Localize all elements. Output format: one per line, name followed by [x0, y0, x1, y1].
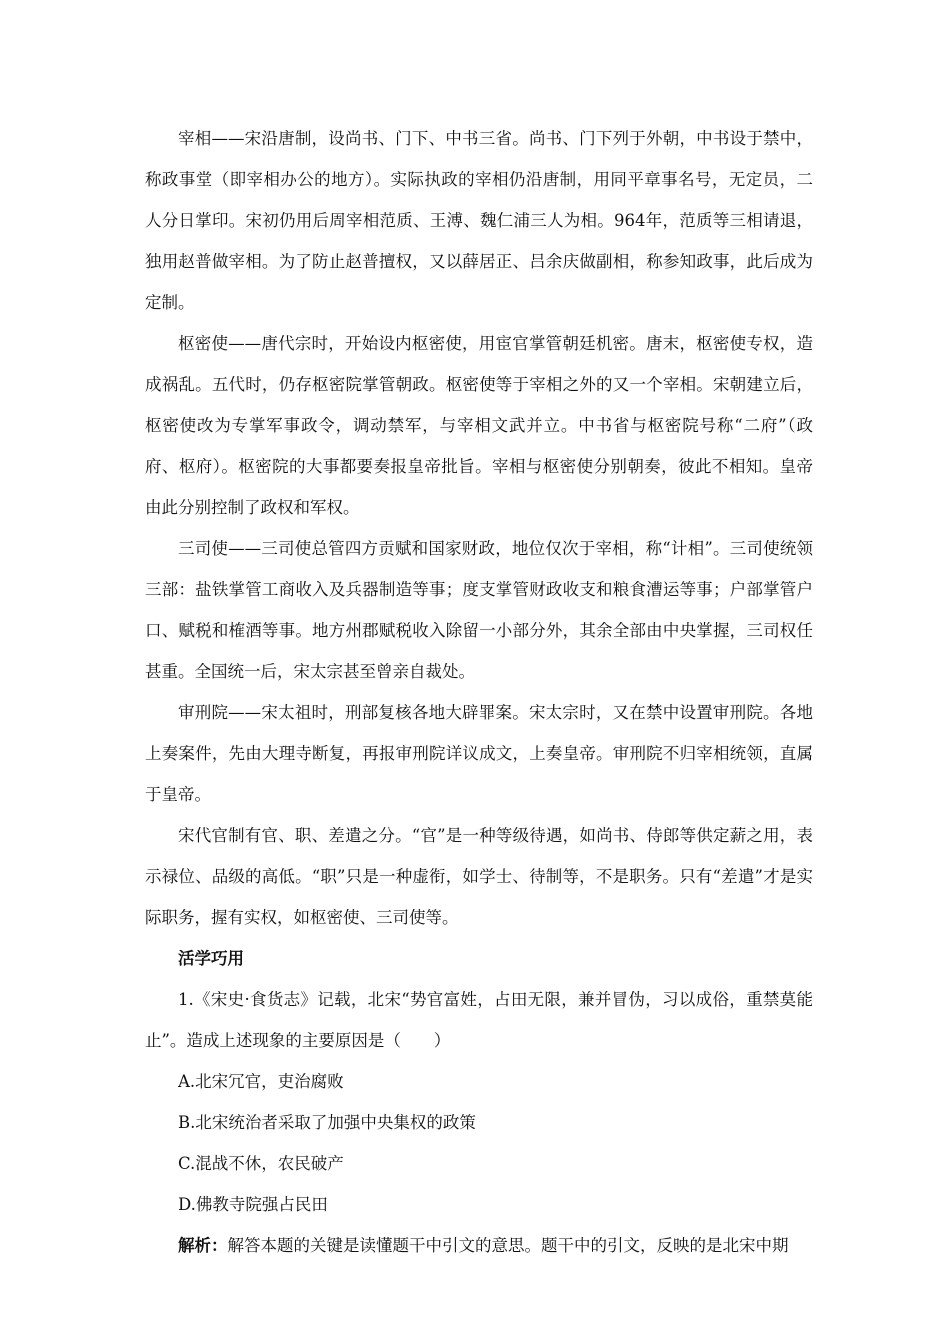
option-b: B.北宋统治者采取了加强中央集权的政策 [178, 1113, 476, 1132]
option-a: A.北宋冗官，吏治腐败 [178, 1072, 344, 1091]
option-d: D.佛教寺院强占民田 [178, 1195, 328, 1214]
paragraph-official-system: 宋代官制有官、职、差遣之分。“官”是一种等级待遇，如尚书、侍郎等供定薪之用，表示禄位、品级的高低。“职”只是一种虚衔，如学士、待制等，不是职务。只有“差遣”才是实际职务，握有实权，如枢密使、三司使等。 [145, 826, 813, 927]
paragraph-chancellor: 宰相——宋沿唐制，设尚书、门下、中书三省。尚书、门下列于外朝，中书设于禁中，称政事堂（即宰相办公的地方）。实际执政的宰相仍沿唐制，用同平章事名号，无定员，二人分日掌印。宋初仍用后周宰相范质、王溥、魏仁浦三人为相。964年，范质等三相请退，独用赵普做宰相。为了防止赵普擅权，又以薛居正、吕余庆做副相，称参知政事，此后成为定制。 [145, 129, 813, 312]
option-c: C.混战不休，农民破产 [178, 1154, 344, 1173]
document-page [145, 118, 813, 1266]
analysis-label: 解析： [178, 1236, 228, 1255]
paragraph-judicial-review: 审刑院——宋太祖时，刑部复核各地大辟罪案。宋太宗时，又在禁中设置审刑院。各地上奏案件，先由大理寺断复，再报审刑院详议成文，上奏皇帝。审刑院不归宰相统领，直属于皇帝。 [145, 703, 813, 804]
analysis-text: 解答本题的关键是读懂题干中引文的意思。题干中的引文，反映的是北宋中期 [227, 1236, 789, 1255]
section-heading: 活学巧用 [178, 949, 244, 968]
analysis-block [145, 1225, 813, 1266]
question-stem: 1.《宋史·食货志》记载，北宋“势官富姓，占田无限，兼并冒伪，习以成俗，重禁莫能止”。造成上述现象的主要原因是（ ） [145, 990, 813, 1050]
paragraph-finance-commissioner: 三司使——三司使总管四方贡赋和国家财政，地位仅次于宰相，称“计相”。三司使统领三部：盐铁掌管工商收入及兵器制造等事；度支掌管财政收支和粮食漕运等事；户部掌管户口、赋税和榷酒等事。地方州郡赋税收入除留一小部分外，其余全部由中央掌握，三司权任甚重。全国统一后，宋太宗甚至曾亲自裁处。 [145, 539, 813, 681]
paragraph-privy-council: 枢密使——唐代宗时，开始设内枢密使，用宦官掌管朝廷机密。唐末，枢密使专权，造成祸乱。五代时，仍存枢密院掌管朝政。枢密使等于宰相之外的又一个宰相。宋朝建立后，枢密使改为专掌军事政令，调动禁军，与宰相文武并立。中书省与枢密院号称“二府”（政府、枢府）。枢密院的大事都要奏报皇帝批旨。宰相与枢密使分别朝奏，彼此不相知。皇帝由此分别控制了政权和军权。 [145, 334, 813, 517]
